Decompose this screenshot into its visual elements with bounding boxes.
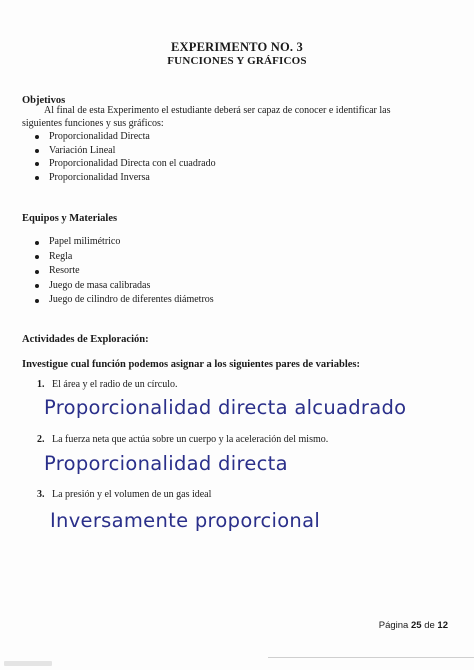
handwritten-answer-1: Proporcionalidad directa alcuadrado: [44, 396, 407, 419]
page-total: 12: [437, 620, 448, 631]
list-item: Papel milimétrico: [32, 235, 214, 250]
objetivos-intro-line2: siguientes funciones y sus gráficos:: [22, 118, 164, 129]
objetivos-intro-line1: Al final de esta Experimento el estudiante deberá ser capaz de conocer e identificar las: [44, 105, 391, 116]
question-1: [37, 379, 178, 390]
page-label: Página: [378, 620, 409, 631]
page-number: [379, 620, 448, 631]
question-number: 3.: [37, 489, 45, 500]
handwritten-answer-3: Inversamente proporcional: [50, 509, 321, 532]
actividades-instruction: Investigue cual función podemos asignar a los siguientes pares de variables:: [22, 359, 360, 370]
question-2: [37, 434, 328, 445]
list-item: Variación Lineal: [32, 144, 216, 158]
page-current: 25: [410, 620, 422, 631]
materiales-heading: Equipos y Materiales: [22, 213, 118, 224]
list-item: Regla: [32, 250, 214, 265]
question-text: El área y el radio de un círculo.: [52, 379, 178, 390]
list-item: Proporcionalidad Directa con el cuadrado: [32, 157, 216, 171]
objetivos-heading: Objetivos: [22, 95, 66, 106]
scanner-watermark: [4, 661, 52, 666]
question-text: La presión y el volumen de un gas ideal: [52, 489, 212, 500]
page-title: EXPERIMENTO NO. 3: [170, 40, 303, 54]
list-item: Juego de masa calibradas: [32, 279, 214, 294]
materiales-list: [32, 235, 214, 308]
list-item: Juego de cilindro de diferentes diámetros: [32, 293, 214, 308]
question-number: 2.: [37, 434, 45, 445]
objetivos-list: [32, 130, 216, 184]
handwritten-answer-2: Proporcionalidad directa: [44, 452, 288, 475]
list-item: Proporcionalidad Directa: [32, 130, 216, 144]
list-item: Proporcionalidad Inversa: [32, 171, 216, 185]
page-subtitle: FUNCIONES Y GRÁFICOS: [167, 55, 307, 67]
question-3: [37, 489, 211, 500]
list-item: Resorte: [32, 264, 214, 279]
actividades-heading: Actividades de Exploración:: [22, 334, 149, 345]
footer-divider: [268, 657, 474, 658]
page-of: de: [424, 620, 435, 631]
question-number: 1.: [37, 379, 45, 390]
question-text: La fuerza neta que actúa sobre un cuerpo y la aceleración del mismo.: [52, 434, 329, 445]
